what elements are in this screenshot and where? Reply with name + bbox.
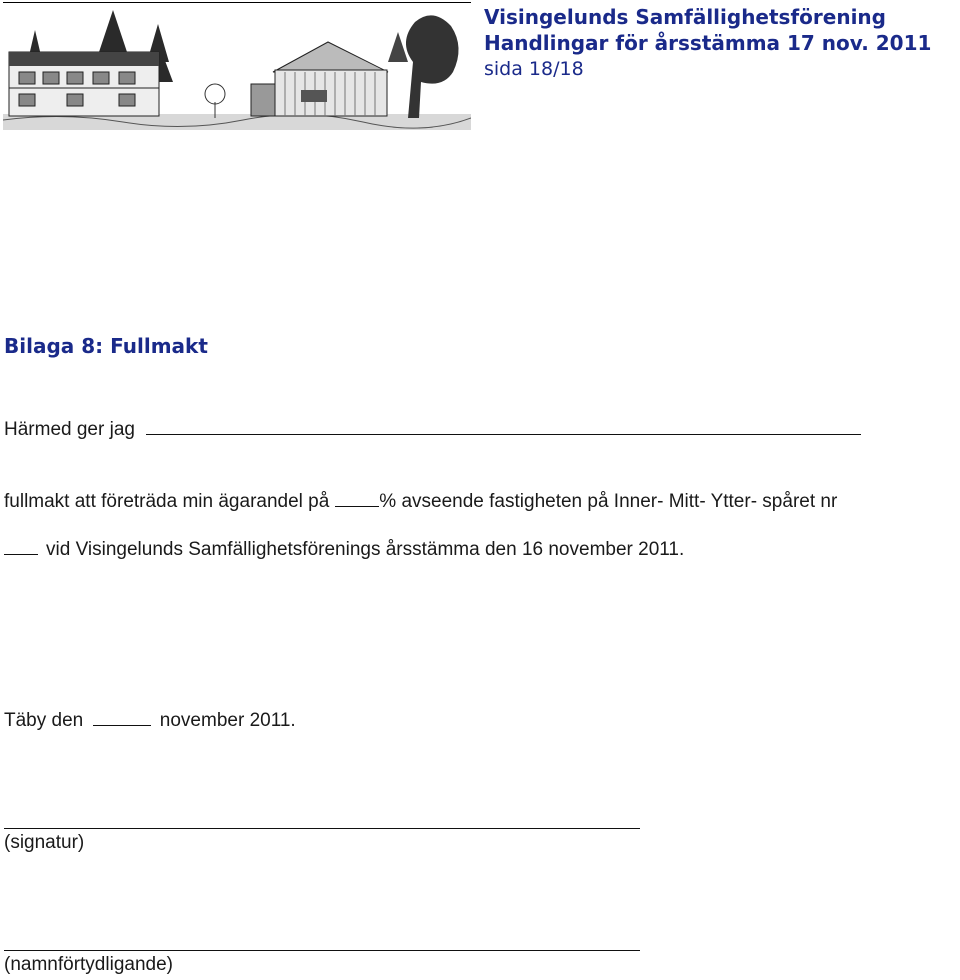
share-percent-blank bbox=[335, 505, 379, 507]
meeting-text: vid Visingelunds Samfällighetsförenings årsstämma den 16 november 2011. bbox=[46, 539, 685, 560]
page-number: sida 18/18 bbox=[484, 58, 584, 80]
day-blank bbox=[93, 724, 151, 726]
document-header bbox=[484, 4, 931, 82]
name-clarification-label: (namnförtydligande) bbox=[4, 954, 173, 975]
form-title: Bilaga 8: Fullmakt bbox=[4, 334, 208, 358]
place-text: Täby den bbox=[4, 710, 84, 731]
month-text: november 2011. bbox=[159, 710, 296, 731]
meeting-line bbox=[4, 539, 684, 561]
name-rule bbox=[4, 950, 640, 951]
document-title: Handlingar för årsstämma 17 nov. 2011 bbox=[484, 31, 932, 55]
place-date-line bbox=[4, 710, 296, 732]
grantee-blank bbox=[146, 433, 861, 435]
signature-rule bbox=[4, 828, 640, 829]
share-line bbox=[4, 491, 837, 513]
grant-label: Härmed ger jag bbox=[4, 419, 135, 440]
signature-label: (signatur) bbox=[4, 832, 85, 853]
houses-illustration bbox=[3, 2, 471, 130]
organization-name: Visingelunds Samfällighetsförening bbox=[484, 5, 886, 29]
share-text-end: % avseende fastigheten på Inner- Mitt- Ytter- spåret nr bbox=[379, 491, 838, 512]
plot-number-blank bbox=[4, 553, 38, 555]
grant-line bbox=[4, 419, 861, 441]
share-text-start: fullmakt att företräda min ägarandel på bbox=[4, 491, 330, 512]
